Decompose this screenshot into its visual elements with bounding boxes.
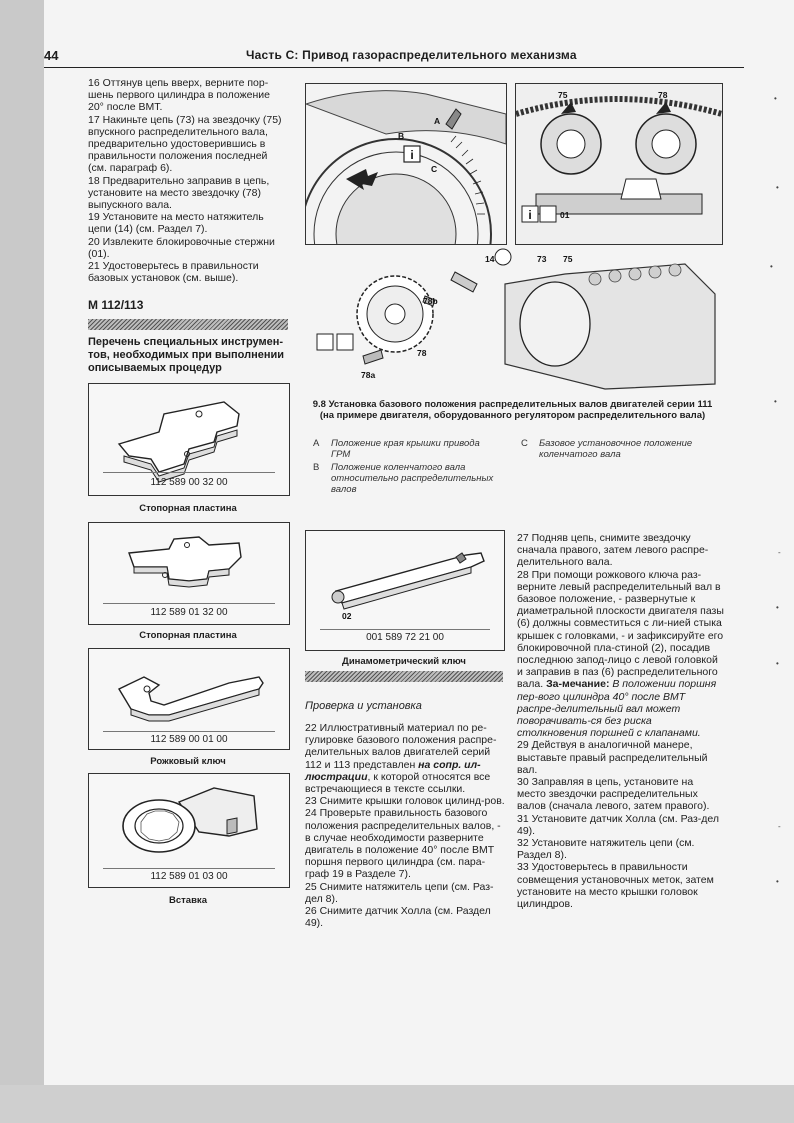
legend-key: A — [313, 438, 320, 449]
legend-text: Положение коленчатого вала относительно распределительных валов — [331, 462, 494, 495]
margin-mark: • — [774, 94, 777, 103]
paragraph-22: 22 Иллюстративный материал по ре-гулировке базового положения распре-делительных валов двигателей серий 112 и 113 представлен на сопр. ил-люстрации, к которой относятся все встречающиеся в тексте ссылки. — [305, 722, 497, 796]
callout-78b: 78b — [423, 296, 438, 306]
callout-75-top: 75 — [558, 90, 568, 100]
paragraph-16: 16 Оттянув цепь вверх, верните пор-шень первого цилиндра в положение 20° после ВМТ. — [88, 77, 270, 114]
margin-mark: • — [774, 397, 777, 406]
page-number: 44 — [44, 48, 59, 63]
tool-box-torque-wrench — [305, 530, 505, 651]
margin-mark: • — [770, 262, 773, 271]
crank-pulley-illustration — [306, 84, 506, 244]
margin-mark: - — [778, 822, 781, 831]
paragraph-19: 19 Установите на место натяжитель цепи (14) (см. Раздел 7). — [88, 211, 264, 236]
paragraph-28: 28 При помощи рожкового ключа раз-верните левый распределительный вал в базовое положение, - развернутые к диаметральной плоскости двигателя пазы (6) должны совместиться с ли-нией стыка крышек с головками, - и зафиксируйте его блокировочной пла-стиной (2), посадив последнюю запод-лицо с левой головкой и заправив в паз (6) распределительного вала. За-мечание: В положении поршня пер-вого цилиндра 40° после ВМТ распре-делительный вал может поворачивать-ся без риска столкновения поршней с клапанами. — [517, 568, 724, 740]
part-number-rule — [103, 472, 275, 473]
figure-exploded-view — [305, 244, 721, 394]
figure-panel-crank-mark — [305, 83, 507, 245]
svg-text:i: i — [528, 208, 532, 222]
left-column-text — [88, 77, 288, 284]
callout-78: 78 — [417, 348, 427, 358]
hatch-bar — [88, 319, 288, 330]
scan-border — [0, 1085, 794, 1123]
note-label: За-мечание: — [546, 678, 610, 691]
paragraph-26: 26 Снимите датчик Холла (см. Раздел 49). — [305, 905, 491, 930]
paragraph-30: 30 Заправляя в цепь, установите на место звездочки распределительных валов (сначала левого, затем правого). — [517, 776, 710, 813]
callout-c: C — [431, 164, 438, 174]
margin-mark: • — [776, 603, 779, 612]
legend-text: Положение края крышки привода ГРМ — [331, 438, 480, 460]
page-header — [44, 44, 744, 68]
model-heading: М 112/113 — [88, 298, 144, 312]
tool-box-locking-plate-2 — [88, 522, 290, 625]
part-number-rule — [103, 868, 275, 869]
tool-caption: Вставка — [169, 895, 207, 906]
part-number: 112 589 00 32 00 — [150, 477, 228, 488]
legend-text: Базовое установочное положение коленчатого вала — [539, 438, 693, 460]
paragraph-20: 20 Извлеките блокировочные стержни (01). — [88, 235, 275, 260]
part-number-rule — [103, 731, 275, 732]
callout-78a: 78a — [361, 370, 376, 380]
tools-heading: Перечень специальных инструмен-тов, необходимых при выполнении описываемых процедур — [88, 336, 285, 374]
legend-key: C — [521, 438, 528, 449]
paragraph-18: 18 Предварительно заправив в цепь, установите на место звездочку (78) выпускного вала. — [88, 174, 270, 212]
paragraph-24: 24 Проверьте правильность базового положения распределительных валов, - в случае необходимости разверните двигатель в положение 40° после ВМТ поршня первого цилиндра (см. пара-граф 19 в Разделе 7). — [305, 807, 501, 881]
wrench-callout-02: 02 — [342, 611, 352, 621]
svg-text:i: i — [410, 148, 414, 162]
legend-b — [313, 462, 513, 502]
callout-01: 01 — [560, 210, 570, 220]
tool-caption: Стопорная пластина — [139, 503, 237, 514]
part-number: 001 589 72 21 00 — [366, 632, 444, 643]
legend-c — [521, 438, 721, 478]
right-column-text — [517, 532, 724, 910]
paragraph-31: 31 Установите датчик Холла (см. Раз-дел 49). — [517, 812, 720, 837]
callout-75: 75 — [563, 254, 573, 264]
legend-key: B — [313, 462, 320, 473]
note-text: В положении поршня пер-вого цилиндра 40° после ВМТ распре-делительный вал может поворачивать-ся без риска столкновения поршней с клапанами. — [517, 678, 717, 740]
margin-mark: - — [778, 548, 781, 557]
figure-caption: 9.8 Установка базового положения распределительных валов двигателей серии 111 (на примере двигателя, оборудованного регулятором распределительного вала) — [312, 399, 713, 421]
tool-caption: Динамометрический ключ — [342, 656, 466, 667]
callout-b: B — [398, 131, 405, 141]
header-rule — [44, 67, 744, 68]
hatch-bar — [305, 671, 503, 682]
figure-panel-camshaft-sprockets — [515, 83, 723, 245]
timing-drive-exploded-illustration — [305, 244, 721, 394]
paragraph-29: 29 Действуя в аналогичной манере, выставьте правый распределительный вал. — [517, 739, 708, 776]
section-subheading: Проверка и установка — [305, 700, 422, 712]
tool-box-locking-plate-1 — [88, 383, 290, 496]
middle-column-text — [305, 722, 507, 929]
part-number-rule — [320, 629, 490, 630]
part-number-rule — [103, 603, 275, 604]
margin-mark: • — [776, 183, 779, 192]
part-number: 112 589 01 32 00 — [150, 607, 228, 618]
emphasis: на сопр. ил-люстрации — [305, 758, 481, 783]
margin-mark: • — [776, 877, 779, 886]
part-number: 112 589 01 03 00 — [150, 871, 228, 882]
part-number: 112 589 00 01 00 — [150, 734, 228, 745]
margin-mark: • — [776, 659, 779, 668]
paragraph-32: 32 Установите натяжитель цепи (см. Раздел 8). — [517, 837, 695, 862]
callout-73: 73 — [537, 254, 547, 264]
chapter-title: Часть С: Привод газораспределительного механизма — [246, 48, 577, 62]
paragraph-17: 17 Накиньте цепь (73) на звездочку (75) впускного распределительного вала, предварительно удостоверившись в правильности положения последней (см. параграф 6). — [88, 113, 282, 175]
callout-a: A — [434, 116, 441, 126]
camshaft-sprockets-illustration — [516, 84, 722, 244]
tool-caption: Стопорная пластина — [139, 630, 237, 641]
tool-caption: Рожковый ключ — [150, 756, 226, 767]
paragraph-23: 23 Снимите крышки головок цилинд-ров. — [305, 795, 505, 808]
paragraph-25: 25 Снимите натяжитель цепи (см. Раз-дел 8). — [305, 880, 494, 905]
paragraph-27: 27 Подняв цепь, снимите звездочку сначала правого, затем левого распре-делительного вала. — [517, 532, 709, 569]
paragraph-21: 21 Удостоверьтесь в правильности базовых установок (см. выше). — [88, 260, 259, 285]
callout-78-top: 78 — [658, 90, 668, 100]
tool-box-open-end-wrench — [88, 648, 290, 750]
callout-14: 14 — [485, 254, 495, 264]
paragraph-33: 33 Удостоверьтесь в правильности совмещения установочных меток, затем установите на место крышки головок цилиндров. — [517, 861, 714, 911]
tool-box-insert — [88, 773, 290, 888]
